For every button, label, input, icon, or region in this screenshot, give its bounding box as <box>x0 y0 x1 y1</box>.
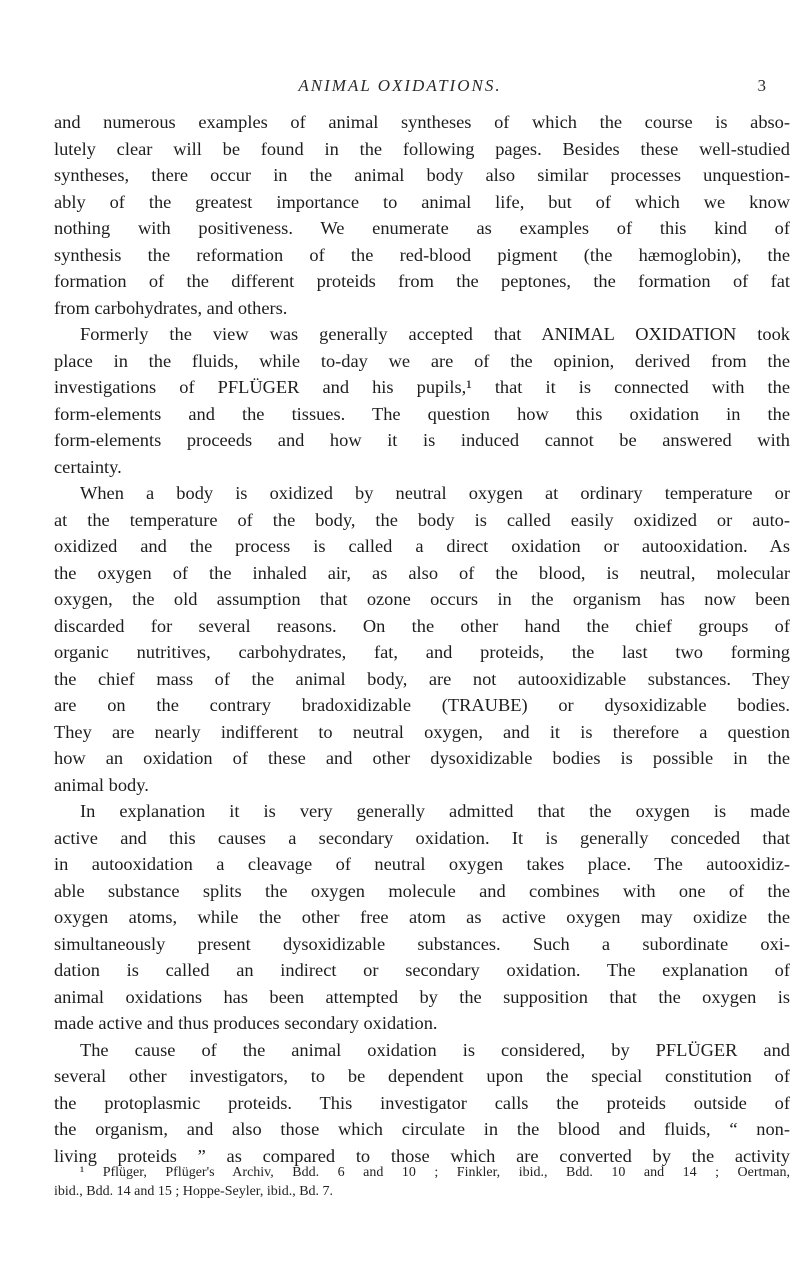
text-line: discarded for several reasons. On the other hand the chief groups of <box>54 615 790 636</box>
footnote-line: ibid., Bdd. 14 and 15 ; Hoppe-Seyler, ibid., Bd. 7. <box>54 1184 334 1199</box>
text-line: simultaneously present dysoxidizable substances. Such a subordinate oxi- <box>54 933 790 954</box>
text-line: Formerly the view was generally accepted that ANIMAL OXIDATION took <box>80 324 790 344</box>
text-line: animal body. <box>54 774 149 795</box>
text-line: made active and thus produces secondary oxidation. <box>54 1013 438 1033</box>
text-line: the oxygen of the inhaled air, as also of the blood, is neutral, molecular <box>54 562 790 583</box>
text-line: animal oxidations has been attempted by the supposition that the oxygen is <box>54 986 790 1007</box>
text-line: several other investigators, to be dependent upon the special constitution of <box>54 1066 790 1086</box>
text-line: form-elements proceeds and how it is induced cannot be answered with <box>54 430 790 450</box>
running-head <box>0 76 800 100</box>
body-text <box>54 109 790 1169</box>
text-line: When a body is oxidized by neutral oxygen at ordinary temperature or <box>80 483 790 503</box>
text-line: living proteids ” as compared to those which are converted by the activity <box>54 1145 790 1166</box>
text-line: oxygen atoms, while the other free atom as active oxygen may oxidize the <box>54 907 790 927</box>
text-line: syntheses, there occur in the animal body also similar processes unquestion- <box>54 165 790 185</box>
page-number: 3 <box>757 76 766 95</box>
text-line: are on the contrary bradoxidizable (TRAUBE) or dysoxidizable bodies. <box>54 695 790 715</box>
text-line: the protoplasmic proteids. This investigator calls the proteids outside of <box>54 1092 790 1113</box>
text-line: at the temperature of the body, the body is called easily oxidized or auto- <box>54 509 790 530</box>
text-line: The cause of the animal oxidation is considered, by PFLÜGER and <box>80 1039 790 1060</box>
text-line: in autooxidation a cleavage of neutral oxygen takes place. The autooxidiz- <box>54 854 790 874</box>
text-line: how an oxidation of these and other dysoxidizable bodies is possible in the <box>54 748 790 768</box>
text-line: from carbohydrates, and others. <box>54 297 288 318</box>
text-line: and numerous examples of animal syntheses of which the course is abso- <box>54 112 790 132</box>
text-line: synthesis the reformation of the red-blood pigment (the hæmoglobin), the <box>54 244 790 265</box>
text-line: oxidized and the process is called a direct oxidation or autooxidation. As <box>54 536 790 556</box>
text-line: place in the fluids, while to-day we are of the opinion, derived from the <box>54 350 790 371</box>
text-line: organic nutritives, carbohydrates, fat, and proteids, the last two forming <box>54 642 790 662</box>
text-line: active and this causes a secondary oxidation. It is generally conceded that <box>54 827 790 848</box>
footnote-line: ¹ Pflüger, Pflüger's Archiv, Bdd. 6 and 10 ; Finkler, ibid., Bdd. 10 and 14 ; Oertman, <box>80 1165 790 1180</box>
text-line: investigations of PFLÜGER and his pupils,¹ that it is connected with the <box>54 377 790 397</box>
text-line: nothing with positiveness. We enumerate as examples of this kind of <box>54 218 790 238</box>
footnotes <box>54 1163 790 1201</box>
text-line: formation of the different proteids from the peptones, the formation of fat <box>54 271 790 291</box>
text-line: dation is called an indirect or secondary oxidation. The explanation of <box>54 960 790 980</box>
text-line: able substance splits the oxygen molecule and combines with one of the <box>54 880 790 901</box>
running-title: ANIMAL OXIDATIONS. <box>298 76 502 95</box>
text-line: They are nearly indifferent to neutral oxygen, and it is therefore a question <box>54 721 790 742</box>
text-line: lutely clear will be found in the following pages. Besides these well-studied <box>54 138 790 159</box>
text-line: ably of the greatest importance to animal life, but of which we know <box>54 191 790 212</box>
text-line: form-elements and the tissues. The question how this oxidation in the <box>54 403 790 424</box>
text-line: the organism, and also those which circulate in the blood and fluids, “ non- <box>54 1119 790 1139</box>
text-line: In explanation it is very generally admitted that the oxygen is made <box>80 801 790 821</box>
text-line: the chief mass of the animal body, are not autooxidizable substances. They <box>54 668 790 689</box>
text-line: certainty. <box>54 456 122 477</box>
text-line: oxygen, the old assumption that ozone occurs in the organism has now been <box>54 589 790 609</box>
